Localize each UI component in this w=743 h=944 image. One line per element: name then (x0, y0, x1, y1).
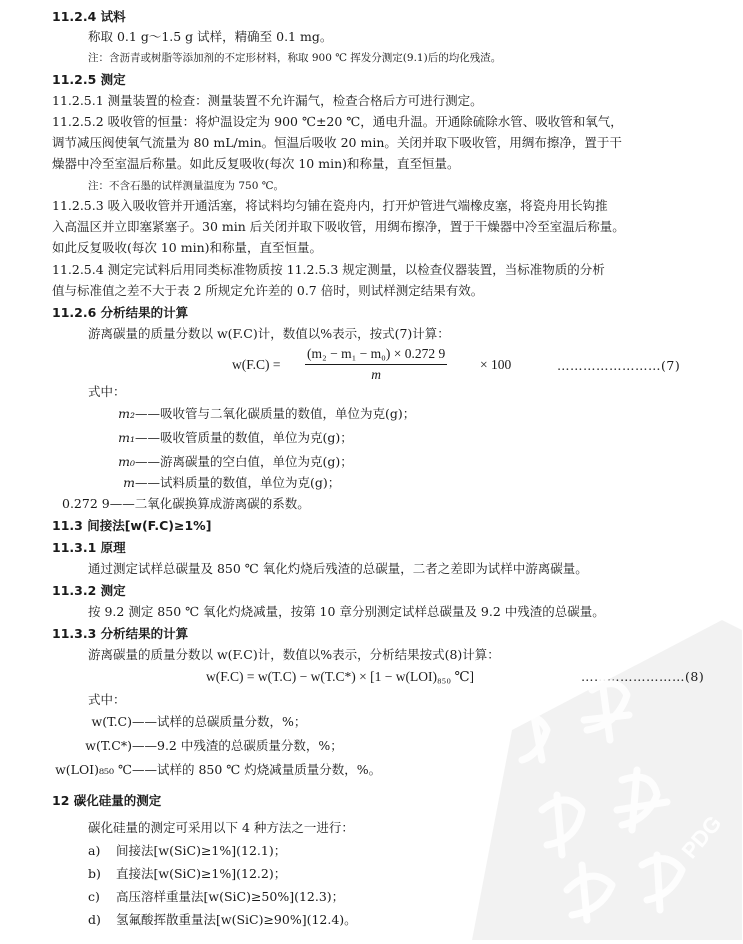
paragraph: 通过测定试样总碳量及 850 ℃ 氧化灼烧后残渣的总碳量，二者之差即为试样中游离碳量。 (88, 561, 588, 576)
formula-denominator: m (371, 367, 381, 382)
list-item (88, 889, 344, 905)
variable-symbol: m₀ (118, 454, 135, 469)
variable-symbol: m₁ (118, 430, 135, 445)
variable-description: ——试样的总碳质量分数，%； (132, 714, 307, 729)
list-text: 直接法[w(SiC)≥1%](12.2)； (116, 866, 287, 881)
watermark-label: PDG (676, 810, 727, 864)
variable-definition (95, 475, 340, 491)
variable-symbol: w(T.C) (91, 714, 132, 729)
variable-description: ——游离碳量的空白值，单位为克(g)； (135, 454, 353, 469)
variable-description: ——吸收管与二氧化碳质量的数值，单位为克(g)； (135, 406, 416, 421)
formula-rhs: × 100 (480, 357, 512, 372)
paragraph-line: 入高温区并立即塞紧塞子。30 min 后关闭并取下吸收管，用绸布擦净，置于干燥器中冷至室温后称量。 (52, 219, 625, 234)
paragraph: 游离碳量的质量分数以 w(F.C)计，数值以%表示，分析结果按式(8)计算： (88, 647, 500, 662)
formula-fraction (305, 346, 447, 383)
paragraph-11-2-5-1: 11.2.5.1 测量装置的检查：测量装置不允许漏气，检查合格后方可进行测定。 (52, 93, 483, 108)
variable-symbol: m (123, 475, 135, 490)
variable-symbol: w(LOI)₈₅₀ ℃ (55, 762, 132, 777)
paragraph: 游离碳量的质量分数以 w(F.C)计，数值以%表示，按式(7)计算： (88, 326, 450, 341)
paragraph: 称取 0.1 g～1.5 g 试样，精确至 0.1 mg。 (88, 29, 333, 44)
section-heading-12: 12 碳化硅量的测定 (52, 793, 162, 808)
paragraph-line: 如此反复吸收(每次 10 min)和称量，直至恒量。 (52, 240, 323, 255)
list-marker: c) (88, 889, 100, 904)
variable-definition (95, 430, 353, 446)
paragraph-11-2-5-2: 11.2.5.2 吸收管的恒量：将炉温设定为 900 ℃±20 ℃，通电升温。开通除硫除水管、吸收管和氧气， (52, 114, 623, 129)
constant-definition: 0.272 9——二氧化碳换算成游离碳的系数。 (62, 496, 310, 511)
paragraph-11-2-5-4: 11.2.5.4 测定完试料后用同类标准物质按 11.2.5.3 规定测量，以检查仪器装置，当标准物质的分析 (52, 262, 605, 277)
paragraph: 按 9.2 测定 850 ℃ 氧化灼烧减量，按第 10 章分别测定试样总碳量及 9.2 中残渣的总碳量。 (88, 604, 605, 619)
paragraph-line: 调节减压阀使氧气流量为 80 mL/min。恒温后吸收 20 min。关闭并取下吸收管，用绸布擦净，置于干 (52, 135, 622, 150)
section-heading-11-3: 11.3 间接法[w(F.C)≥1%] (52, 518, 212, 533)
variable-description: ——吸收管质量的数值，单位为克(g)； (135, 430, 353, 445)
paragraph-11-2-5-3: 11.2.5.3 吸入吸收管并开通活塞，将试料均匀铺在瓷舟内，打开炉管进气端橡皮塞，将瓷舟用长钩推 (52, 198, 608, 213)
paragraph-line: 值与标准值之差不大于表 2 所规定允许差的 0.7 倍时，则试样测定结果有效。 (52, 283, 484, 298)
note: 注：含沥青或树脂等添加剂的不定形材料，称取 900 ℃ 挥发分测定(9.1)后的均化残渣。 (88, 52, 502, 64)
paragraph: 碳化硅量的测定可采用以下 4 种方法之一进行： (88, 820, 354, 835)
section-heading-11-3-2: 11.3.2 测定 (52, 583, 126, 598)
formula-numerator: (m₂ − m₁ − m₀) × 0.272 9 (305, 346, 447, 365)
note: 注：不含石墨的试样测量温度为 750 ℃。 (88, 180, 284, 192)
variable-definition (50, 762, 381, 778)
pdg-watermark (472, 610, 742, 940)
variable-symbol: w(T.C*) (85, 738, 132, 753)
list-item (88, 843, 286, 859)
equation-number: ……………………(7) (557, 358, 681, 373)
paragraph-line: 燥器中冷至室温后称量。如此反复吸收(每次 10 min)和称量，直至恒量。 (52, 156, 460, 171)
list-item (88, 912, 357, 928)
formula-lhs: w(F.C) = (232, 357, 281, 372)
variable-description: ——试样的 850 ℃ 灼烧减量质量分数，%。 (132, 762, 382, 777)
section-heading-11-2-5: 11.2.5 测定 (52, 72, 126, 87)
section-heading-11-3-3: 11.3.3 分析结果的计算 (52, 626, 189, 641)
list-text: 间接法[w(SiC)≥1%](12.1)； (116, 843, 287, 858)
section-heading-11-3-1: 11.3.1 原理 (52, 540, 126, 555)
variable-description: ——9.2 中残渣的总碳质量分数，%； (132, 738, 343, 753)
variable-definition (50, 738, 343, 754)
list-item (88, 866, 286, 882)
variable-description: ——试料质量的数值，单位为克(g)； (135, 475, 341, 490)
list-marker: a) (88, 843, 101, 858)
where-label: 式中： (88, 692, 126, 707)
list-marker: b) (88, 866, 101, 881)
list-marker: d) (88, 912, 101, 927)
variable-definition (95, 454, 353, 470)
list-text: 高压溶样重量法[w(SiC)≥50%](12.3)； (116, 889, 345, 904)
where-label: 式中： (88, 384, 126, 399)
list-text: 氢氟酸挥散重量法[w(SiC)≥90%](12.4)。 (116, 912, 357, 927)
variable-symbol: m₂ (118, 406, 135, 421)
section-heading-11-2-6: 11.2.6 分析结果的计算 (52, 305, 189, 320)
equation-number: ……………………(8) (581, 669, 705, 684)
formula-body: w(F.C) = w(T.C) − w(T.C*) × [1 − w(LOI)₈₅₀ ℃] (206, 669, 475, 684)
section-heading-11-2-4: 11.2.4 试料 (52, 9, 126, 24)
variable-definition (95, 406, 415, 422)
variable-definition (50, 714, 306, 730)
